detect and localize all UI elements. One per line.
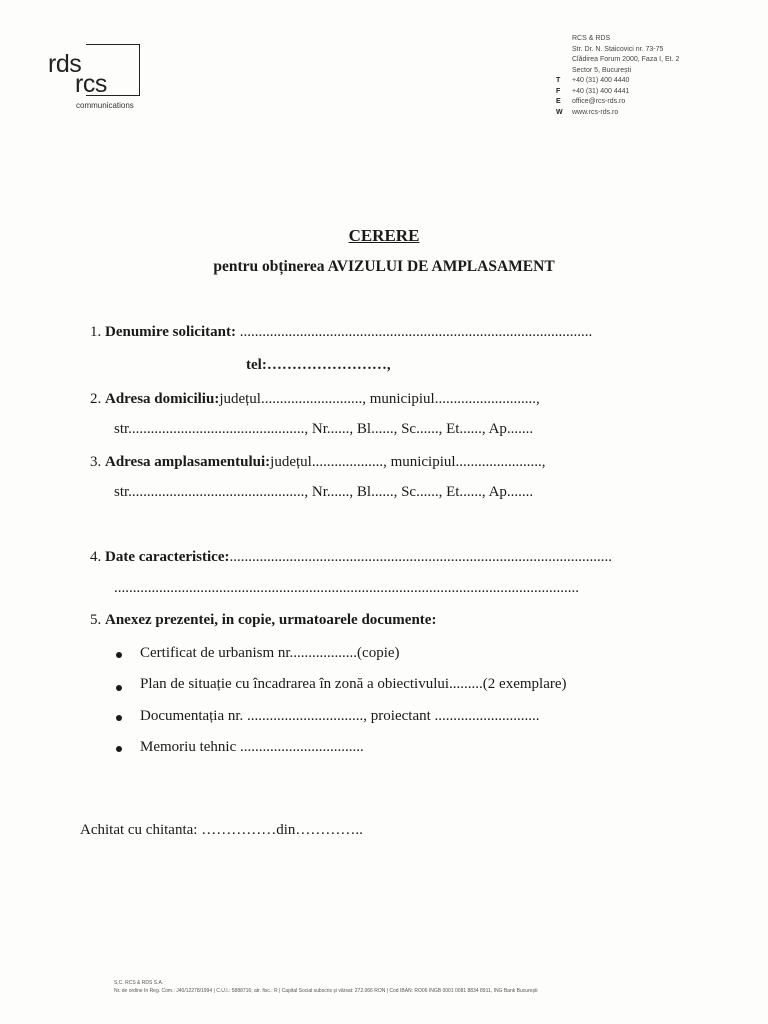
- field-number: 3.: [90, 454, 102, 470]
- field-applicant-name: [90, 324, 592, 341]
- field-site-address: [90, 454, 546, 471]
- field-number: 2.: [90, 391, 102, 407]
- bullet-icon: [116, 652, 122, 658]
- bullet-icon: [116, 685, 122, 691]
- field-fill: ......................................................................................................: [229, 549, 612, 565]
- field-label: Adresa domiciliu:: [105, 391, 220, 407]
- field-characteristics-line-2: ............................................................................................................................: [114, 580, 579, 596]
- document-item: Certificat de urbanism nr..................(copie): [140, 645, 400, 661]
- address-line-1: Str. Dr. N. Staicovici nr. 73-75: [572, 45, 664, 53]
- fax-number: +40 (31) 400 4441: [572, 87, 630, 95]
- field-label: Date caracteristice:: [105, 549, 230, 565]
- company-name: RCS & RDS: [572, 35, 611, 42]
- field-number: 4.: [90, 549, 102, 565]
- field-fill: ..............................................................................................: [235, 324, 593, 340]
- field-number: 5.: [90, 612, 102, 628]
- field-home-address: [90, 391, 540, 408]
- web-key: W: [556, 108, 563, 116]
- document-item: Memoriu tehnic .................................: [140, 739, 364, 755]
- field-home-street: str..............................................., Nr......, Bl......, Sc......, Et......, Ap.......: [114, 421, 534, 437]
- footer-company: S.C. RCS & RDS S.A.: [114, 980, 164, 986]
- field-label: Denumire solicitant:: [105, 324, 236, 340]
- field-label: Anexez prezentei, in copie, urmatoarele documente:: [105, 612, 437, 628]
- phone-number: +40 (31) 400 4440: [572, 77, 630, 84]
- field-site-street: str..............................................., Nr......, Bl......, Sc......, Et......, Ap.......: [114, 484, 534, 500]
- field-fill: ……………………,: [266, 357, 391, 373]
- document-item: Documentația nr. ..............................., proiectant ............................: [140, 708, 540, 724]
- document-item: Plan de situație cu încadrarea în zonă a obiectivului.........(2 exemplare): [140, 676, 567, 692]
- logo-rds-text: rds: [48, 50, 82, 78]
- document-subtitle: pentru obținerea AVIZULUI DE AMPLASAMENT: [213, 258, 555, 275]
- field-number: 1.: [90, 324, 102, 340]
- bullet-icon: [116, 715, 122, 721]
- company-logo: [48, 44, 158, 116]
- address-line-2: Clădirea Forum 2000, Faza I, Et. 2: [572, 56, 680, 63]
- logo-rcs-text: rcs: [75, 70, 107, 98]
- fax-key: F: [556, 87, 561, 95]
- field-characteristics: [90, 549, 612, 566]
- bullet-icon: [116, 746, 122, 752]
- website: www.rcs-rds.ro: [572, 108, 619, 116]
- field-attachments: [90, 612, 436, 629]
- document-title: CERERE: [348, 226, 420, 245]
- email-key: E: [556, 98, 561, 105]
- payment-receipt: Achitat cu chitanta: ……………din…………..: [80, 822, 363, 838]
- field-label: Adresa amplasamentului:: [105, 454, 271, 470]
- address-line-3: Sector 5, București: [572, 66, 632, 74]
- footer-registration: Nr. de ordine în Reg. Com.: J40/12278/1994 | C.U.I.: 5888716; atr. fisc.: R | Capital Social subscris și vărsat: 272.066 RON | Cod IBAN: RO06 INGB 0001 0081 8834 8911, ING Bank București: [114, 988, 538, 994]
- contact-block: [556, 34, 679, 118]
- field-phone: [246, 357, 391, 374]
- field-fill: județul..........................., municipiul...........................,: [219, 391, 540, 407]
- phone-key: T: [556, 77, 561, 84]
- logo-tagline: communications: [76, 101, 134, 110]
- field-fill: județul..................., municipiul.......................,: [270, 454, 546, 470]
- field-label: tel:: [246, 357, 267, 373]
- email-address: office@rcs-rds.ro: [572, 98, 626, 105]
